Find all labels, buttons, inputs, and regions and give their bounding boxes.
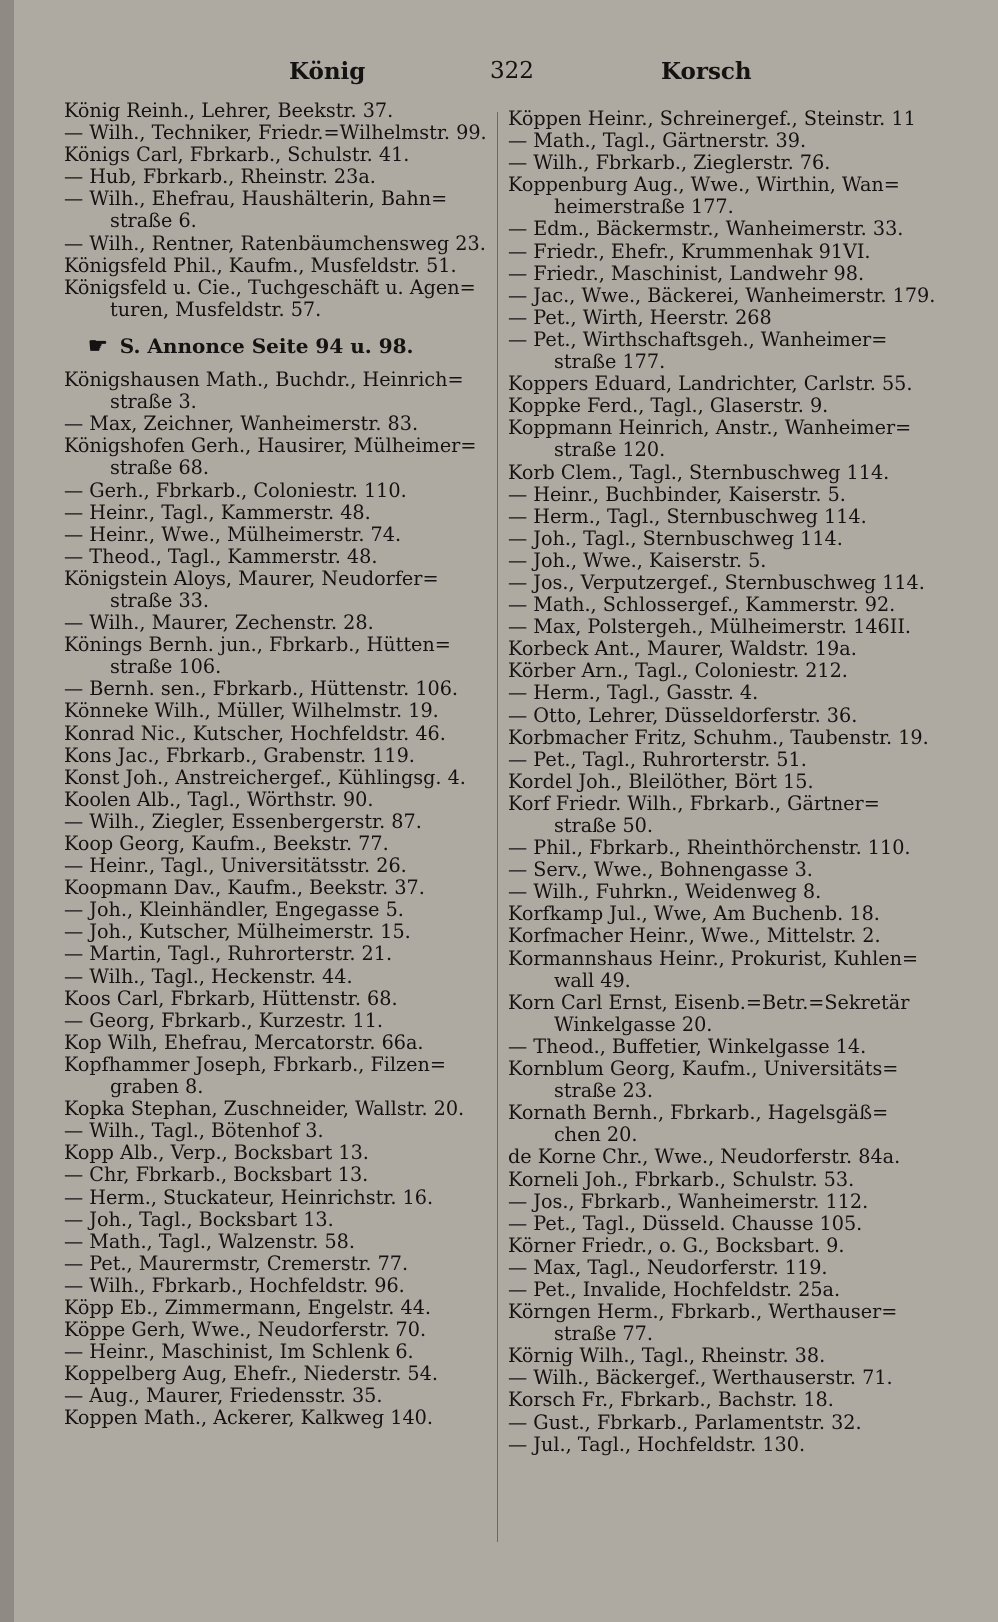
entry-continuation: straße 120. [554,438,666,462]
entry-line: Koos Carl, Fbrkarb, Hüttenstr. 68. [64,986,398,1010]
directory-entry [508,1036,948,1058]
entry-continuation: graben 8. [110,1075,204,1099]
directory-entry [64,546,504,568]
entry-line: — Wilh., Fbrkarb., Zieglerstr. 76. [508,151,831,175]
directory-entry [508,108,948,130]
directory-entry [508,1345,948,1367]
entry-line: Königstein Aloys, Maurer, Neudorfer= [64,566,439,590]
directory-entry [64,1407,504,1429]
entry-line: Königshofen Gerh., Hausirer, Mülheimer= [64,434,477,458]
directory-entry [508,1434,948,1456]
directory-entry [64,899,504,921]
entry-line: — Pet., Maurermstr, Cremerstr. 77. [64,1251,409,1275]
directory-entry [508,925,948,947]
entry-line: Koolen Alb., Tagl., Wörthstr. 90. [64,787,374,811]
directory-entry [508,484,948,506]
entry-continuation: straße 33. [110,588,209,612]
directory-entry [64,1385,504,1407]
entry-line: Korb Clem., Tagl., Sternbuschweg 114. [508,460,890,484]
directory-entry [64,233,504,255]
directory-entry [508,1191,948,1213]
entry-line: Kop Wilh, Ehefrau, Mercatorstr. 66a. [64,1030,424,1054]
entry-line: — Hub, Fbrkarb., Rheinstr. 23a. [64,165,376,189]
directory-entry [508,1235,948,1257]
directory-entry [508,1146,948,1168]
directory-entry [64,1054,504,1098]
entry-line: Köpp Eb., Zimmermann, Engelstr. 44. [64,1295,432,1319]
entry-line: Konst Joh., Anstreichergef., Kühlingsg. 4. [64,765,466,789]
entry-continuation: straße 77. [554,1322,653,1346]
directory-entry [508,749,948,771]
entry-line: — Heinr., Tagl., Universitätsstr. 26. [64,854,407,878]
entry-continuation: Winkelgasse 20. [554,1012,713,1036]
directory-entry [64,634,504,678]
directory-entry [64,767,504,789]
entry-line: — Pet., Tagl., Düsseld. Chausse 105. [508,1211,863,1235]
entry-line: — Jos., Verputzergef., Sternbuschweg 114. [508,570,925,594]
entry-line: — Max, Tagl., Neudorferstr. 119. [508,1255,828,1279]
entry-line: — Wilh., Maurer, Zechenstr. 28. [64,611,374,635]
directory-page [14,0,998,1622]
directory-entry [508,992,948,1036]
entry-line: Korfmacher Heinr., Wwe., Mittelstr. 2. [508,924,881,948]
directory-entry [508,395,948,417]
entry-line: Korf Friedr. Wilh., Fbrkarb., Gärtner= [508,791,880,815]
page-header [14,58,998,88]
entry-line: Kopka Stephan, Zuschneider, Wallstr. 20. [64,1097,465,1121]
directory-entry [508,1279,948,1301]
directory-entry [508,174,948,218]
directory-entry [508,793,948,837]
directory-entry [508,506,948,528]
directory-entry [508,263,948,285]
running-head-right: Korsch [661,58,752,85]
directory-entry [64,1275,504,1297]
directory-entry [64,277,504,321]
entry-line: — Gust., Fbrkarb., Parlamentstr. 32. [508,1410,862,1434]
directory-entry [64,1120,504,1142]
directory-entry [508,329,948,373]
directory-entry [508,1367,948,1389]
entry-continuation: straße 106. [110,655,222,679]
directory-entry [64,568,504,612]
directory-entry [64,122,504,144]
entry-line: — Martin, Tagl., Ruhrorterstr. 21. [64,942,393,966]
directory-entry [508,1412,948,1434]
directory-entry [508,771,948,793]
entry-line: — Theod., Tagl., Kammerstr. 48. [64,544,378,568]
entry-line: Koopmann Dav., Kaufm., Beekstr. 37. [64,876,425,900]
directory-entry [508,705,948,727]
directory-entry [508,859,948,881]
directory-entry [508,727,948,749]
directory-entry [64,435,504,479]
entry-line: Könings Bernh. jun., Fbrkarb., Hütten= [64,633,451,657]
left-column [64,100,504,1430]
entry-line: Kordel Joh., Bleilöther, Bört 15. [508,769,814,793]
directory-entry [64,1363,504,1385]
directory-entry [64,1253,504,1275]
directory-entry [64,369,504,413]
directory-entry [508,1213,948,1235]
directory-entry [64,1032,504,1054]
entry-line: Kopfhammer Joseph, Fbrkarb., Filzen= [64,1052,446,1076]
directory-entry [64,877,504,899]
entry-continuation: straße 6. [110,209,197,233]
entry-line: — Theod., Buffetier, Winkelgasse 14. [508,1034,867,1058]
entry-line: Koppen Math., Ackerer, Kalkweg 140. [64,1406,433,1430]
entry-continuation: turen, Musfeldstr. 57. [110,297,322,321]
directory-entry [508,218,948,240]
entry-continuation: straße 50. [554,814,653,837]
entry-line: — Pet., Invalide, Hochfeldstr. 25a. [508,1277,841,1301]
directory-entry [64,921,504,943]
entry-line: — Heinr., Maschinist, Im Schlenk 6. [64,1340,414,1364]
entry-line: Korbmacher Fritz, Schuhm., Taubenstr. 19. [508,725,929,749]
directory-entry [64,966,504,988]
entry-line: Koop Georg, Kaufm., Beekstr. 77. [64,832,389,855]
directory-entry [508,550,948,572]
directory-entry [64,144,504,166]
running-head-left: König [289,58,366,85]
directory-entry [64,943,504,965]
entry-line: Körngen Herm., Fbrkarb., Werthauser= [508,1300,898,1324]
entry-continuation: heimerstraße 177. [554,195,734,219]
entry-line: — Wilh., Tagl., Bötenhof 3. [64,1119,324,1143]
directory-entry [64,255,504,277]
entry-line: — Jul., Tagl., Hochfeldstr. 130. [508,1432,806,1456]
entry-continuation: straße 177. [554,350,666,374]
directory-entry [64,723,504,745]
directory-entry [64,166,504,188]
entry-line: Königs Carl, Fbrkarb., Schulstr. 41. [64,143,410,167]
entry-line: — Friedr., Maschinist, Landwehr 98. [508,261,865,285]
entry-line: — Bernh. sen., Fbrkarb., Hüttenstr. 106. [64,677,459,701]
entry-continuation: straße 68. [110,456,209,480]
entry-line: — Wilh., Tagl., Heckenstr. 44. [64,964,353,988]
entry-line: — Jac., Wwe., Bäckerei, Wanheimerstr. 179. [508,283,936,307]
directory-entry [508,881,948,903]
directory-entry [508,373,948,395]
directory-entry [508,307,948,329]
entry-line: — Aug., Maurer, Friedensstr. 35. [64,1384,383,1408]
annonce-text: S. Annonce Seite 94 u. 98. [119,333,414,358]
pointing-hand-icon: ☛ [88,332,108,359]
directory-entry [64,413,504,435]
entry-line: Körnig Wilh., Tagl., Rheinstr. 38. [508,1344,826,1368]
directory-entry [508,528,948,550]
entry-line: — Math., Tagl., Gärtnerstr. 39. [508,129,807,153]
directory-entry [64,1209,504,1231]
directory-entry [64,1341,504,1363]
directory-entry [508,152,948,174]
directory-entry [64,1187,504,1209]
directory-entry [64,811,504,833]
entry-line: Korneli Joh., Fbrkarb., Schulstr. 53. [508,1167,855,1191]
directory-entry [508,837,948,859]
directory-entry [508,638,948,660]
directory-entry [64,612,504,634]
entry-line: Könneke Wilh., Müller, Wilhelmstr. 19. [64,699,439,723]
directory-entry [64,1231,504,1253]
directory-entry [64,100,504,122]
entry-line: Köppe Gerh, Wwe., Neudorferstr. 70. [64,1318,427,1342]
directory-entry [508,1102,948,1146]
directory-entry [64,988,504,1010]
directory-entry [508,417,948,461]
entry-line: — Otto, Lehrer, Düsseldorferstr. 36. [508,703,858,727]
directory-entry [64,1142,504,1164]
entry-line: — Max, Zeichner, Wanheimerstr. 83. [64,412,419,436]
directory-entry [508,285,948,307]
entry-line: — Heinr., Wwe., Mülheimerstr. 74. [64,522,402,546]
entry-line: Koppmann Heinrich, Anstr., Wanheimer= [508,416,912,440]
directory-entry [508,660,948,682]
directory-entry [508,462,948,484]
entry-line: Koppke Ferd., Tagl., Glaserstr. 9. [508,394,829,418]
entry-line: — Wilh., Ziegler, Essenbergerstr. 87. [64,809,422,833]
entry-line: — Joh., Tagl., Bocksbart 13. [64,1207,334,1231]
entry-line: — Joh., Kleinhändler, Engegasse 5. [64,898,404,922]
directory-entry [64,1319,504,1341]
entry-line: — Georg, Fbrkarb., Kurzestr. 11. [64,1008,383,1032]
directory-entry [64,745,504,767]
directory-entry [64,480,504,502]
entry-line: — Herm., Stuckateur, Heinrichstr. 16. [64,1185,434,1209]
directory-entry [508,572,948,594]
directory-entry [508,1257,948,1279]
entry-line: Königsfeld Phil., Kaufm., Musfeldstr. 51. [64,253,457,277]
entry-line: — Pet., Tagl., Ruhrorterstr. 51. [508,747,807,771]
entry-line: — Pet., Wirthschaftsgeh., Wanheimer= [508,327,888,351]
entry-line: Königshausen Math., Buchdr., Heinrich= [64,368,464,392]
entry-line: — Wilh., Fbrkarb., Hochfeldstr. 96. [64,1273,405,1297]
entry-continuation: chen 20. [554,1123,638,1147]
entry-line: Koppenburg Aug., Wwe., Wirthin, Wan= [508,173,900,197]
entry-line: Kons Jac., Fbrkarb., Grabenstr. 119. [64,743,415,767]
entry-line: Kornath Bernh., Fbrkarb., Hagelsgäß= [508,1101,889,1125]
directory-entry [508,241,948,263]
entry-line: Korbeck Ant., Maurer, Waldstr. 19a. [508,637,857,661]
entry-line: Korsch Fr., Fbrkarb., Bachstr. 18. [508,1388,834,1412]
directory-entry [64,700,504,722]
directory-entry [64,188,504,232]
directory-entry [64,678,504,700]
entry-line: — Joh., Wwe., Kaiserstr. 5. [508,548,767,572]
entry-line: — Wilh., Techniker, Friedr.=Wilhelmstr. 99. [64,121,487,145]
entry-line: — Joh., Kutscher, Mülheimerstr. 15. [64,920,411,944]
entry-line: Kormannshaus Heinr., Prokurist, Kuhlen= [508,946,919,970]
directory-entry [64,1098,504,1120]
directory-entry [64,855,504,877]
directory-entry [64,1164,504,1186]
entry-line: — Herm., Tagl., Sternbuschweg 114. [508,504,867,528]
entry-line: de Korne Chr., Wwe., Neudorferstr. 84a. [508,1145,901,1169]
entry-line: — Gerh., Fbrkarb., Coloniestr. 110. [64,478,407,502]
directory-entry [508,903,948,925]
directory-entry [64,502,504,524]
entry-continuation: straße 23. [554,1079,653,1103]
column-divider [497,112,498,1542]
entry-line: — Wilh., Bäckergef., Werthauserstr. 71. [508,1366,893,1390]
entry-line: — Heinr., Buchbinder, Kaiserstr. 5. [508,482,846,506]
entry-line: Koppers Eduard, Landrichter, Carlstr. 55. [508,372,913,396]
entry-line: — Edm., Bäckermstr., Wanheimerstr. 33. [508,217,904,241]
directory-entry [64,1297,504,1319]
entry-line: — Phil., Fbrkarb., Rheinthörchenstr. 110. [508,836,911,860]
directory-entry [64,524,504,546]
entry-line: König Reinh., Lehrer, Beekstr. 37. [64,99,394,122]
directory-entry [508,1169,948,1191]
entry-line: — Math., Tagl., Walzenstr. 58. [64,1229,355,1253]
entry-line: Körner Friedr., o. G., Bocksbart. 9. [508,1233,845,1257]
entry-line: Körber Arn., Tagl., Coloniestr. 212. [508,659,848,683]
right-column [508,108,948,1456]
entry-line: — Friedr., Ehefr., Krummenhak 91VI. [508,239,871,263]
entry-line: — Wilh., Fuhrkn., Weidenweg 8. [508,880,822,904]
directory-entry [508,682,948,704]
directory-entry [508,1389,948,1411]
entry-continuation: straße 3. [110,390,197,414]
entry-line: — Heinr., Tagl., Kammerstr. 48. [64,500,371,524]
directory-entry [508,1058,948,1102]
entry-line: — Jos., Fbrkarb., Wanheimerstr. 112. [508,1189,869,1213]
entry-line: — Chr, Fbrkarb., Bocksbart 13. [64,1163,369,1187]
directory-entry [508,130,948,152]
entry-continuation: wall 49. [554,968,631,992]
entry-line: Königsfeld u. Cie., Tuchgeschäft u. Agen= [64,275,476,299]
entry-line: — Math., Schlossergef., Kammerstr. 92. [508,593,896,617]
entry-line: Korn Carl Ernst, Eisenb.=Betr.=Sekretär [508,990,910,1014]
entry-line: — Wilh., Rentner, Ratenbäumchensweg 23. [64,231,486,255]
directory-entry [508,594,948,616]
directory-entry [64,789,504,811]
entry-line: Kornblum Georg, Kaufm., Universitäts= [508,1057,899,1081]
entry-line: Korfkamp Jul., Wwe, Am Buchenb. 18. [508,902,880,926]
directory-entry [508,616,948,638]
entry-line: — Serv., Wwe., Bohnengasse 3. [508,858,813,882]
entry-line: Koppelberg Aug, Ehefr., Niederstr. 54. [64,1362,438,1386]
entry-line: — Joh., Tagl., Sternbuschweg 114. [508,526,843,550]
directory-entry [64,1010,504,1032]
page-number: 322 [490,58,534,84]
entry-line: Köppen Heinr., Schreinergef., Steinstr. 11 [508,107,916,130]
entry-line: — Herm., Tagl., Gasstr. 4. [508,681,759,705]
entry-line: — Pet., Wirth, Heerstr. 268 [508,305,772,329]
entry-line: Konrad Nic., Kutscher, Hochfeldstr. 46. [64,721,446,745]
entry-line: Kopp Alb., Verp., Bocksbart 13. [64,1141,369,1165]
entry-line: — Max, Polstergeh., Mülheimerstr. 146II. [508,615,912,639]
directory-entry [64,833,504,855]
directory-entry [508,1301,948,1345]
entry-line: — Wilh., Ehefrau, Haushälterin, Bahn= [64,187,448,211]
annonce-reference [88,332,504,359]
directory-entry [508,948,948,992]
